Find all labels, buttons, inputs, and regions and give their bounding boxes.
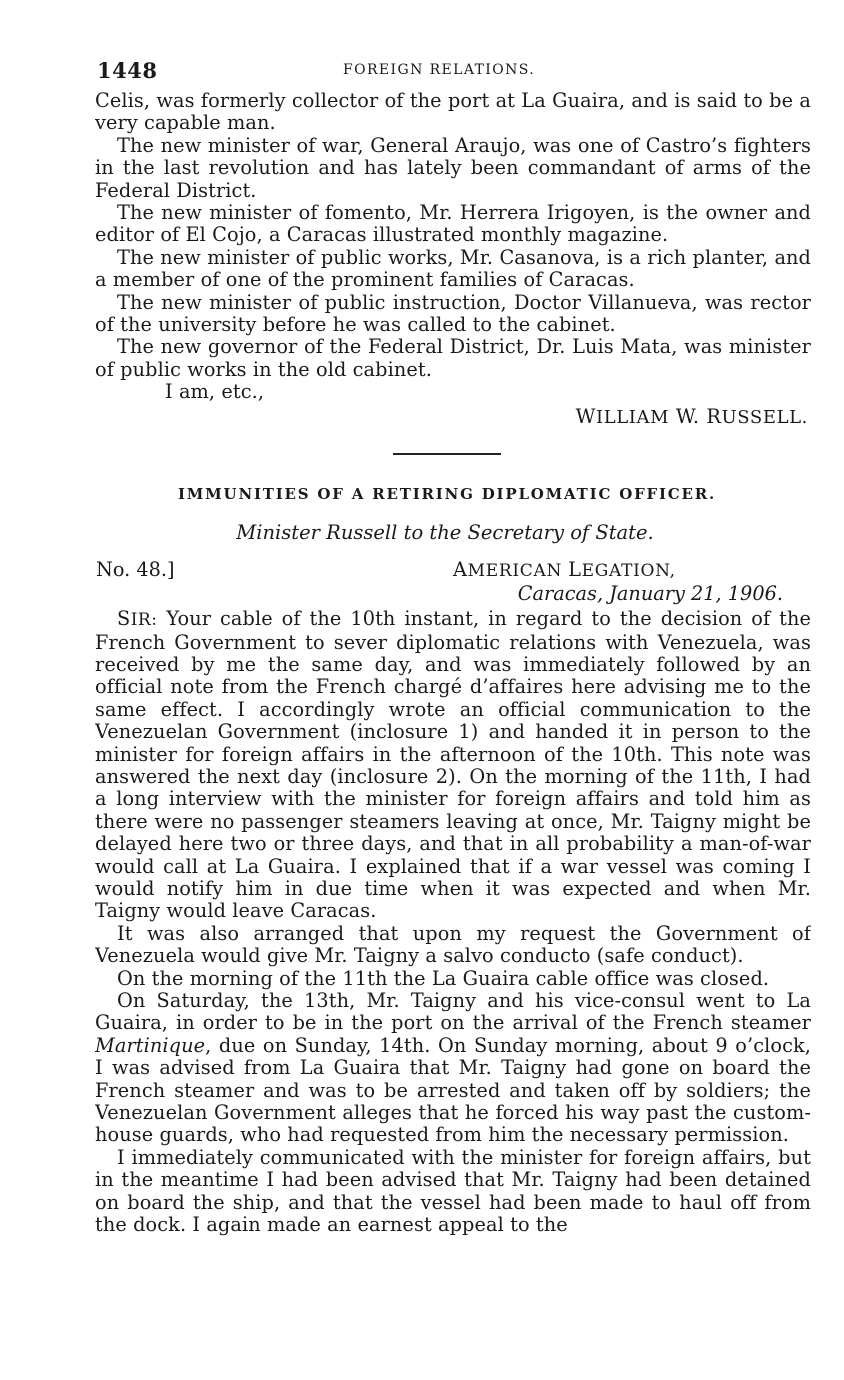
- signature-part: ILLIAM: [595, 406, 670, 428]
- paragraph: The new minister of public instruction, Doctor Villanueva, was rector of the university before he was called to the cabinet.: [95, 290, 811, 337]
- signature-initial: W: [575, 404, 596, 428]
- paragraph: I immediately communicated with the minister for foreign affairs, but in the meantime I had been advised that Mr. Taigny had been detained on board the ship, and that the vessel had been made to haul off from the dock. I again made an earnest appeal to the: [95, 1145, 811, 1237]
- legation-initial: L: [568, 558, 582, 582]
- previous-letter-text: [95, 90, 811, 429]
- legation-name: [453, 558, 676, 581]
- running-head: FOREIGN RELATIONS.: [343, 62, 536, 78]
- ship-name: Martinique: [95, 1033, 206, 1057]
- salutation-rest: IR:: [130, 610, 158, 631]
- page-number: 1448: [97, 58, 158, 83]
- section-title: IMMUNITIES OF A RETIRING DIPLOMATIC OFFICER.: [177, 485, 717, 504]
- paragraph: Celis, was formerly collector of the port at La Guaira, and is said to be a very capable man.: [95, 89, 811, 135]
- legation-initial: A: [453, 558, 468, 582]
- document-number: No. 48.]: [96, 558, 175, 582]
- section-divider: [393, 453, 501, 455]
- document-page: [95, 58, 811, 1348]
- paragraph: The new minister of war, General Araujo, was one of Castro’s fighters in the last revolution and has lately been commandant of arms of the Federal District.: [95, 133, 811, 202]
- signature-part: W.: [669, 404, 707, 428]
- signature-part: USSELL.: [721, 406, 808, 428]
- paragraph-text: , due on Sunday, 14th. On Sunday morning, about 9 o’clock, I was advised from La Guaira that Mr. Taigny had gone on board the French steamer and was to be arrested and taken off by soldiers; the Venezuelan Government alleges that he forced his way past the custom-house guards, who had requested from him the necessary permission.: [95, 1033, 811, 1147]
- legation-part: MERICAN: [467, 561, 569, 582]
- legation-part: EGATION,: [581, 561, 676, 582]
- paragraph-text: Your cable of the 10th instant, in regard to the decision of the French Government to sever diplomatic relations with Venezuela, was received by me the same day, and was immediately followed by an official note from the French chargé d’affaires here advising me to the same effect. I accordingly wrote an official communication to the Venezuelan Government (inclosure 1) and handed it in person to the minister for foreign affairs in the afternoon of the 10th. This note was answered the next day (inclosure 2). On the morning of the 11th, I had a long interview with the minister for foreign affairs and told him as there were no passenger steamers leaving at once, Mr. Taigny might be delayed here two or three days, and that in all probability a man-of-war would call at La Guaira. I explained that if a war vessel was coming I would notify him in due time when it was expected and when Mr. Taigny would leave Caracas.: [95, 607, 811, 923]
- paragraph: [95, 608, 811, 923]
- salutation: [117, 607, 158, 631]
- closing-line: I am, etc.,: [165, 380, 265, 404]
- signature: [95, 406, 811, 429]
- paragraph-text: On Saturday, the 13th, Mr. Taigny and his vice-consul went to La Guaira, in order to be in the port on the arrival of the French steamer: [95, 989, 811, 1035]
- paragraph: [95, 990, 811, 1147]
- letter-dateline: [95, 558, 811, 606]
- place-and-date: Caracas, January 21, 1906.: [517, 582, 783, 606]
- paragraph: The new minister of fomento, Mr. Herrera Irigoyen, is the owner and editor of El Cojo, a Caracas illustrated monthly magazine.: [95, 201, 811, 247]
- letter-body: [95, 608, 811, 1236]
- paragraph: The new minister of public works, Mr. Casanova, is a rich planter, and a member of one of the prominent families of Caracas.: [95, 245, 811, 292]
- paragraph: It was also arranged that upon my request the Government of Venezuela would give Mr. Taigny a salvo conducto (safe conduct).: [95, 921, 811, 968]
- paragraph: On the morning of the 11th the La Guaira cable office was closed.: [117, 966, 770, 990]
- page-header: [95, 58, 811, 90]
- salutation-initial: S: [117, 607, 131, 631]
- paragraph: The new governor of the Federal District, Dr. Luis Mata, was minister of public works in the old cabinet.: [95, 335, 811, 381]
- signature-initial: R: [706, 404, 722, 428]
- section-subtitle: Minister Russell to the Secretary of State.: [236, 521, 654, 545]
